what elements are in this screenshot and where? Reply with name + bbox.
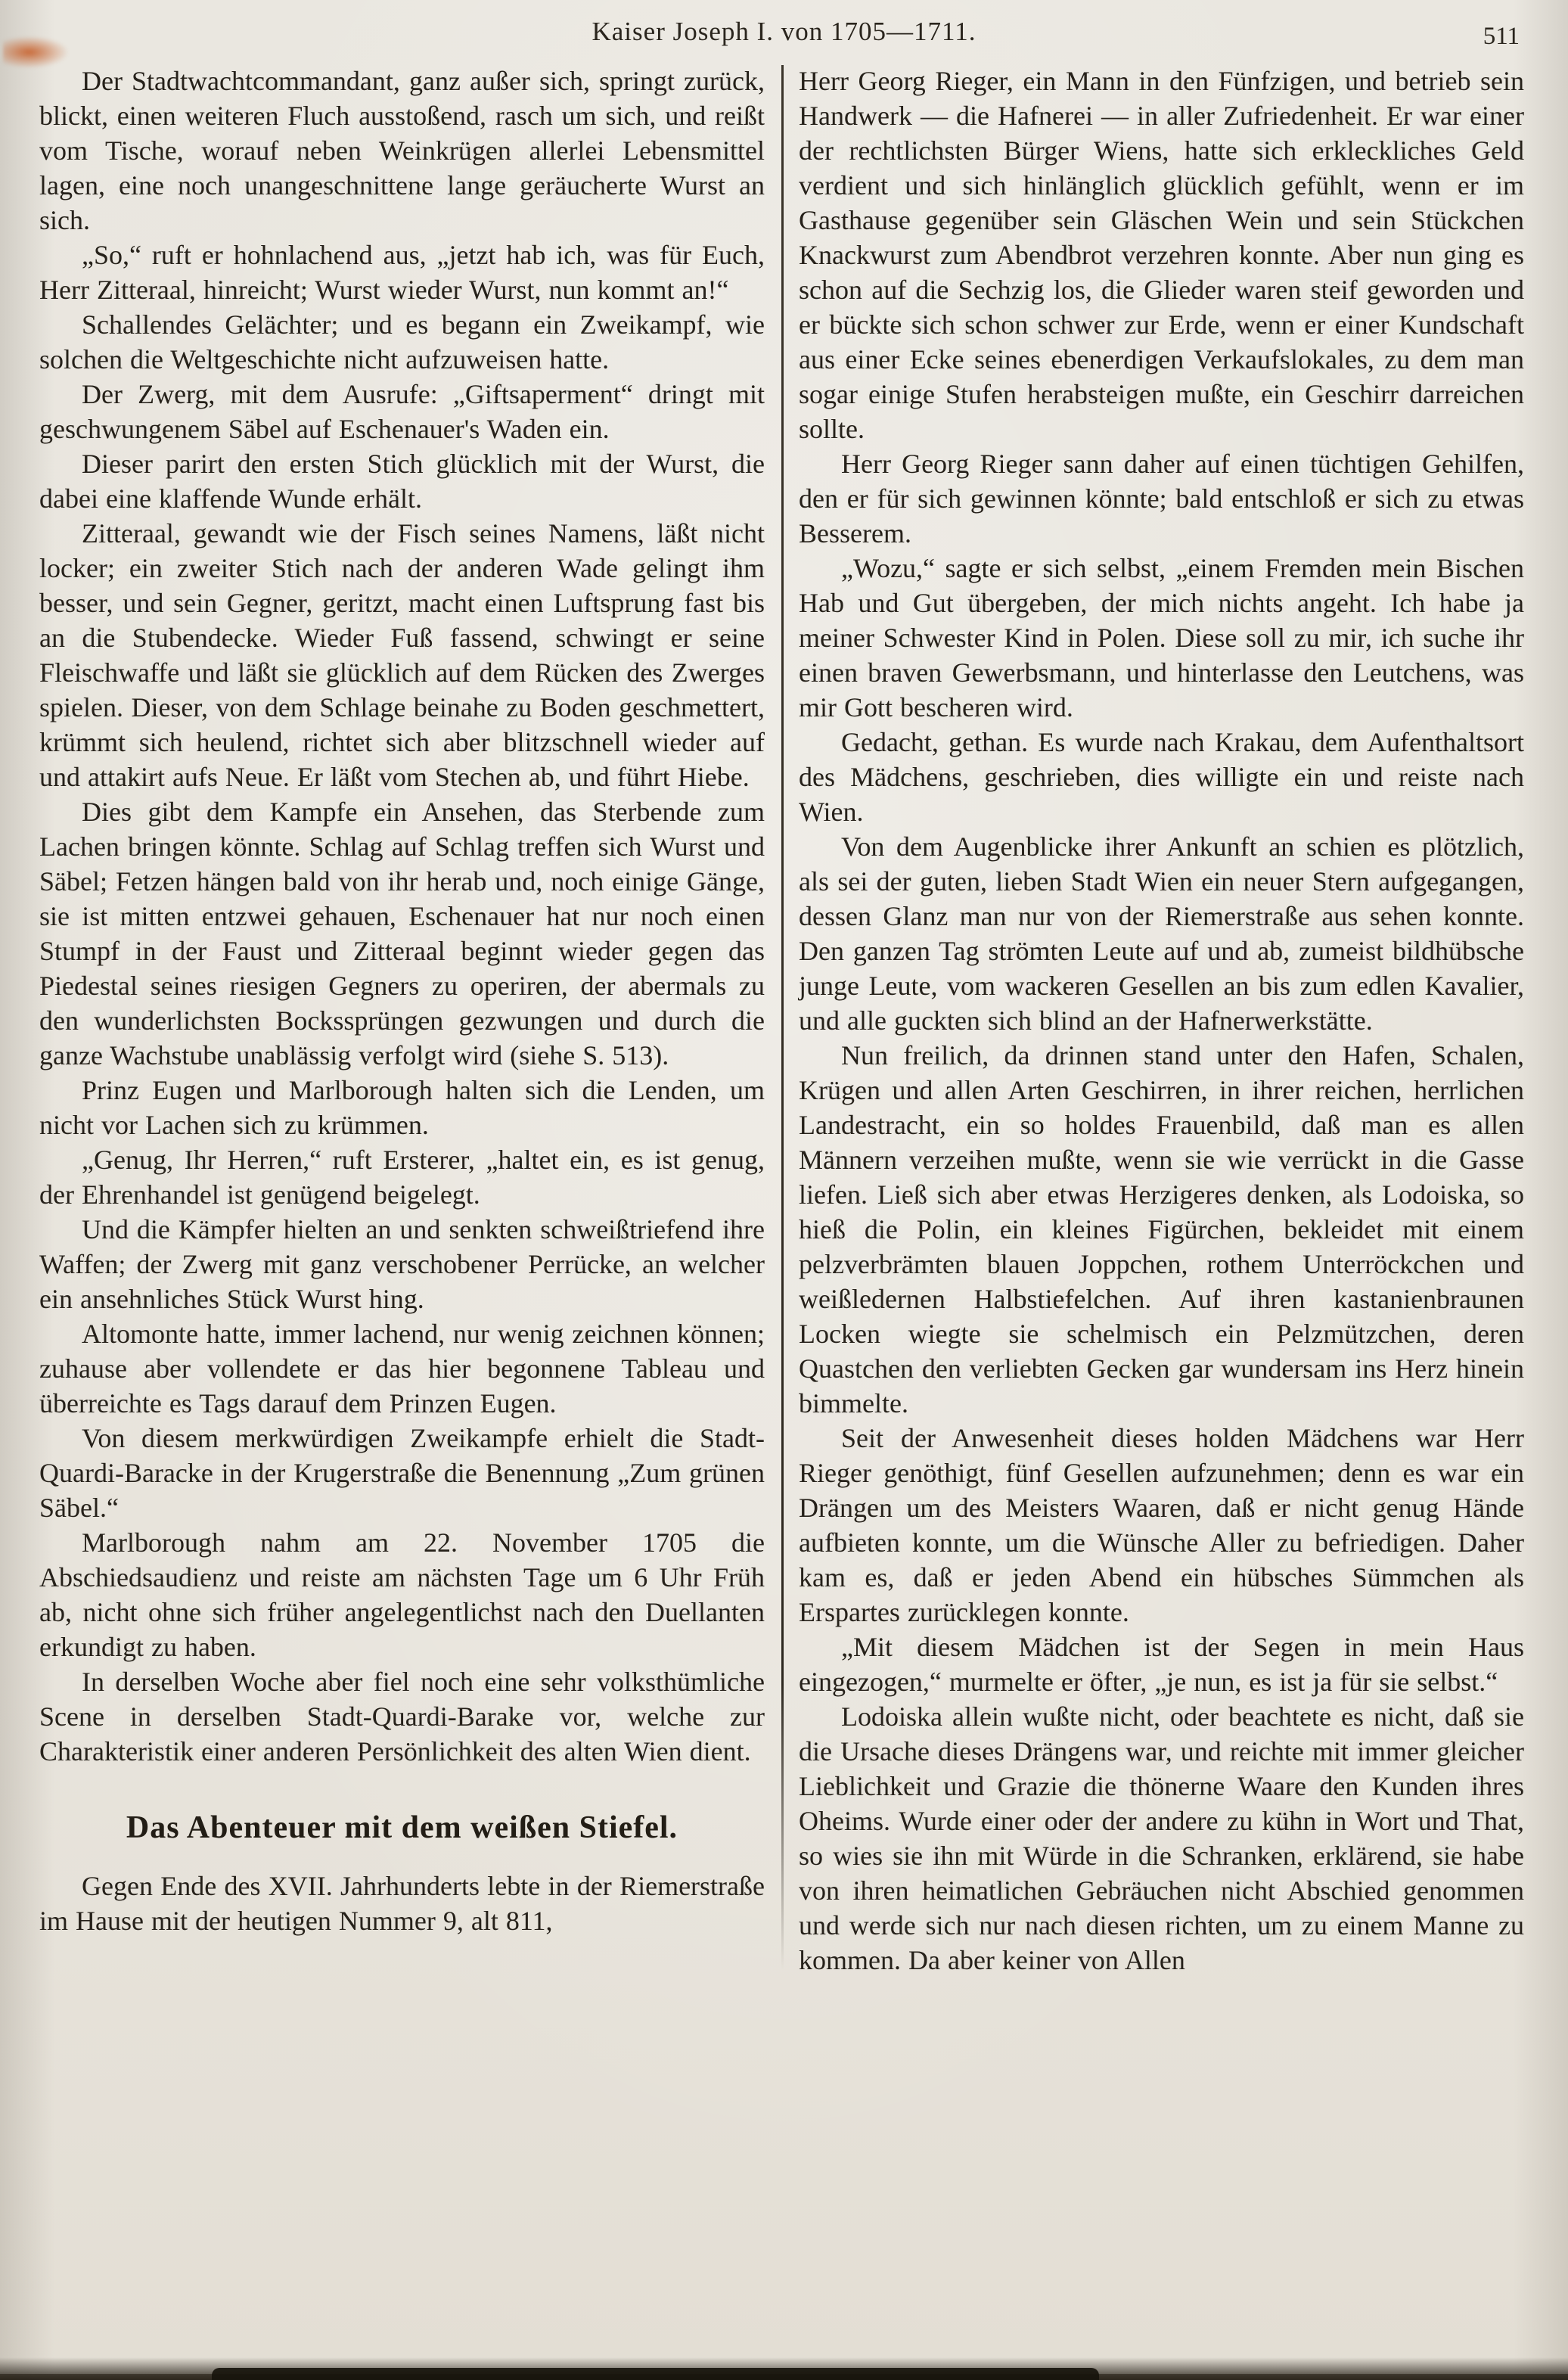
paragraph: Gegen Ende des XVII. Jahrhunderts lebte in der Riemerstraße im Hause mit der heutigen Nummer 9, alt 811,: [39, 1871, 765, 1936]
paragraph: Dieser parirt den ersten Stich glücklich mit der Wurst, die dabei eine klaffende Wunde erhält.: [39, 449, 765, 514]
section-heading: Das Abenteuer mit dem weißen Stiefel.: [126, 1810, 678, 1845]
paragraph: Der Stadtwachtcommandant, ganz außer sich, springt zurück, blickt, einen weiteren Fluch ausstoßend, rasch um sich, und reißt vom Tische, worauf neben Weinkrügen allerlei Lebensmittel lagen, eine noch unangeschnittene lange geräucherte Wurst an sich.: [39, 66, 765, 235]
page-header: [0, 0, 1568, 59]
scan-edge-bottom: [0, 2357, 1568, 2380]
paragraph: Marlborough nahm am 22. November 1705 die Abschiedsaudienz und reiste am nächsten Tage um 6 Uhr Früh ab, nicht ohne sich früher angelegentlichst nach den Duellanten erkundigt zu haben.: [39, 1527, 765, 1662]
paragraph: „Genug, Ihr Herren,“ ruft Ersterer, „haltet ein, es ist genug, der Ehrenhandel ist genügend beigelegt.: [39, 1145, 765, 1210]
paragraph: Prinz Eugen und Marlborough halten sich die Lenden, um nicht vor Lachen sich zu krümmen.: [39, 1075, 765, 1140]
paragraph: Gedacht, gethan. Es wurde nach Krakau, dem Aufenthaltsort des Mädchens, geschrieben, dies willigte ein und reiste nach Wien.: [799, 727, 1524, 827]
paragraph: Nun freilich, da drinnen stand unter den Hafen, Schalen, Krügen und allen Arten Geschirren, in ihrer reichen, herrlichen Landestracht, ein so holdes Frauenbild, daß man es allen Männern verzeihen mußte, wenn sie wie verrückt in die Gasse liefen. Ließ sich aber etwas Herzigeres denken, als Lodoiska, so hieß die Polin, ein kleines Figürchen, bekleidet mit einem pelzverbrämten blauen Joppchen, rothem Unterröckchen und weißledernen Halbstiefelchen. Auf ihren kastanienbraunen Locken wiegte sie schelmisch ein Pelzmützchen, deren Quastchen den verliebten Gecken gar wundersam ins Herz hinein bimmelte.: [799, 1040, 1524, 1418]
paragraph: In derselben Woche aber fiel noch eine sehr volksthümliche Scene in derselben Stadt-Quardi-Barake vor, welche zur Charakteristik einer anderen Persönlichkeit des alten Wien dient.: [39, 1667, 765, 1766]
paragraph: „Mit diesem Mädchen ist der Segen in mein Haus eingezogen,“ murmelte er öfter, „je nun, es ist ja für sie selbst.“: [799, 1632, 1524, 1697]
paragraph: Altomonte hatte, immer lachend, nur wenig zeichnen können; zuhause aber vollendete er das hier begonnene Tableau und überreichte es Tags darauf dem Prinzen Eugen.: [39, 1319, 765, 1418]
paragraph-group-right: [799, 64, 1524, 1978]
paragraph: „Wozu,“ sagte er sich selbst, „einem Fremden mein Bischen Hab und Gut übergeben, der mich nichts angeht. Ich habe ja meiner Schwester Kind in Polen. Diese soll zu mir, ich suche ihr einen braven Gewerbsmann, und hinterlasse den Leutchens, was mir Gott bescheren wird.: [799, 553, 1524, 722]
paragraph: Herr Georg Rieger, ein Mann in den Fünfzigen, und betrieb sein Handwerk — die Hafnerei — in aller Zufriedenheit. Er war einer der rechtlichsten Bürger Wiens, hatte sich erkleckliches Geld verdient und sich hinlänglich glücklich gefühlt, wenn er im Gasthause gegenüber sein Gläschen Wein und sein Stückchen Knackwurst zum Abendbrot verzehren konnte. Aber nun ging es schon auf die Sechzig los, die Glieder waren steif geworden und er bückte sich schon schwer zur Erde, wenn er einer Kundschaft aus einer Ecke seines ebenerdigen Verkaufslokales, zu dem man sogar einige Stufen herabsteigen mußte, ein Geschirr darreichen sollte.: [799, 66, 1524, 444]
paragraph-group-left-bottom: [39, 1869, 765, 1938]
paragraph: „So,“ ruft er hohnlachend aus, „jetzt hab ich, was für Euch, Herr Zitteraal, hinreicht; Wurst wieder Wurst, nun kommt an!“: [39, 240, 765, 305]
paragraph: Zitteraal, gewandt wie der Fisch seines Namens, läßt nicht locker; ein zweiter Stich nach der anderen Wade gelingt ihm besser, und sein Gegner, geritzt, macht einen Luftsprung fast bis an die Stubendecke. Wieder Fuß fassend, schwingt er seine Fleischwaffe und läßt sie glücklich auf dem Rücken des Zwerges spielen. Dieser, von dem Schlage beinahe zu Boden geschmettert, krümmt sich heulend, richtet sich aber blitzschnell wieder auf und attakirt aufs Neue. Er läßt vom Stechen ab, und führt Hiebe.: [39, 518, 765, 792]
paragraph-group-left-top: [39, 64, 765, 1769]
column-divider: [781, 65, 784, 1970]
paragraph: Der Zwerg, mit dem Ausrufe: „Giftsaperment“ dringt mit geschwungenem Säbel auf Eschenauer's Waden ein.: [39, 379, 765, 444]
paragraph: Schallendes Gelächter; und es begann ein Zweikampf, wie solchen die Weltgeschichte nicht aufzuweisen hatte.: [39, 309, 765, 374]
paragraph: Von dem Augenblicke ihrer Ankunft an schien es plötzlich, als sei der guten, lieben Stadt Wien ein neuer Stern aufgegangen, dessen Glanz man nur von der Riemerstraße aus sehen konnte. Den ganzen Tag strömten Leute auf und ab, zumeist bildhübsche junge Leute, vom wackeren Gesellen an bis zum edlen Kavalier, und alle guckten sich blind an der Hafnerwerkstätte.: [799, 831, 1524, 1036]
text-columns: [0, 59, 1568, 1978]
paragraph: Herr Georg Rieger sann daher auf einen tüchtigen Gehilfen, den er für sich gewinnen könnte; bald entschloß er sich zu etwas Besserem.: [799, 449, 1524, 548]
page-number: 511: [1483, 23, 1520, 50]
running-title: Kaiser Joseph I. von 1705—1711.: [591, 17, 977, 46]
paragraph: Dies gibt dem Kampfe ein Ansehen, das Sterbende zum Lachen bringen könnte. Schlag auf Schlag treffen sich Wurst und Säbel; Fetzen hängen bald von ihr herab und, noch einige Gänge, sie ist mitten entzwei gehauen, Eschenauer hat nur noch einen Stumpf in der Faust und Zitteraal beginnt wieder gegen das Piedestal seines riesigen Gegners zu operiren, der abermals zu den wunderlichsten Bockssprüngen gezwungen und durch die ganze Wachstube unablässig verfolgt wird (siehe S. 513).: [39, 797, 765, 1070]
right-column: [799, 64, 1524, 1978]
paragraph: Und die Kämpfer hielten an und senkten schweißtriefend ihre Waffen; der Zwerg mit ganz verschobener Perrücke, an welcher ein ansehnliches Stück Wurst hing.: [39, 1214, 765, 1314]
paragraph: Von diesem merkwürdigen Zweikampfe erhielt die Stadt-Quardi-Baracke in der Krugerstraße die Benennung „Zum grünen Säbel.“: [39, 1423, 765, 1523]
paragraph: Lodoiska allein wußte nicht, oder beachtete es nicht, daß sie die Ursache dieses Drängens war, und reichte mit immer gleicher Lieblichkeit und Grazie die thönerne Waare den Kunden ihres Oheims. Wurde einer oder der andere zu kühn in Wort und That, so wies sie ihn mit Würde in die Schranken, erklärend, sie habe von ihren heimatlichen Gebräuchen nicht Abschied genommen und werde sich nur nach diesen richten, um zu einem Manne zu kommen. Da aber keiner von Allen: [799, 1701, 1524, 1975]
left-column: [39, 64, 765, 1978]
paragraph: Seit der Anwesenheit dieses holden Mädchens war Herr Rieger genöthigt, fünf Gesellen aufzunehmen; denn es war ein Drängen um des Meisters Waaren, daß er nicht genug Hände aufbieten konnte, um die Wünsche Aller zu befriedigen. Daher kam es, daß er jeden Abend ein hübsches Sümmchen als Erspartes zurücklegen konnte.: [799, 1423, 1524, 1627]
